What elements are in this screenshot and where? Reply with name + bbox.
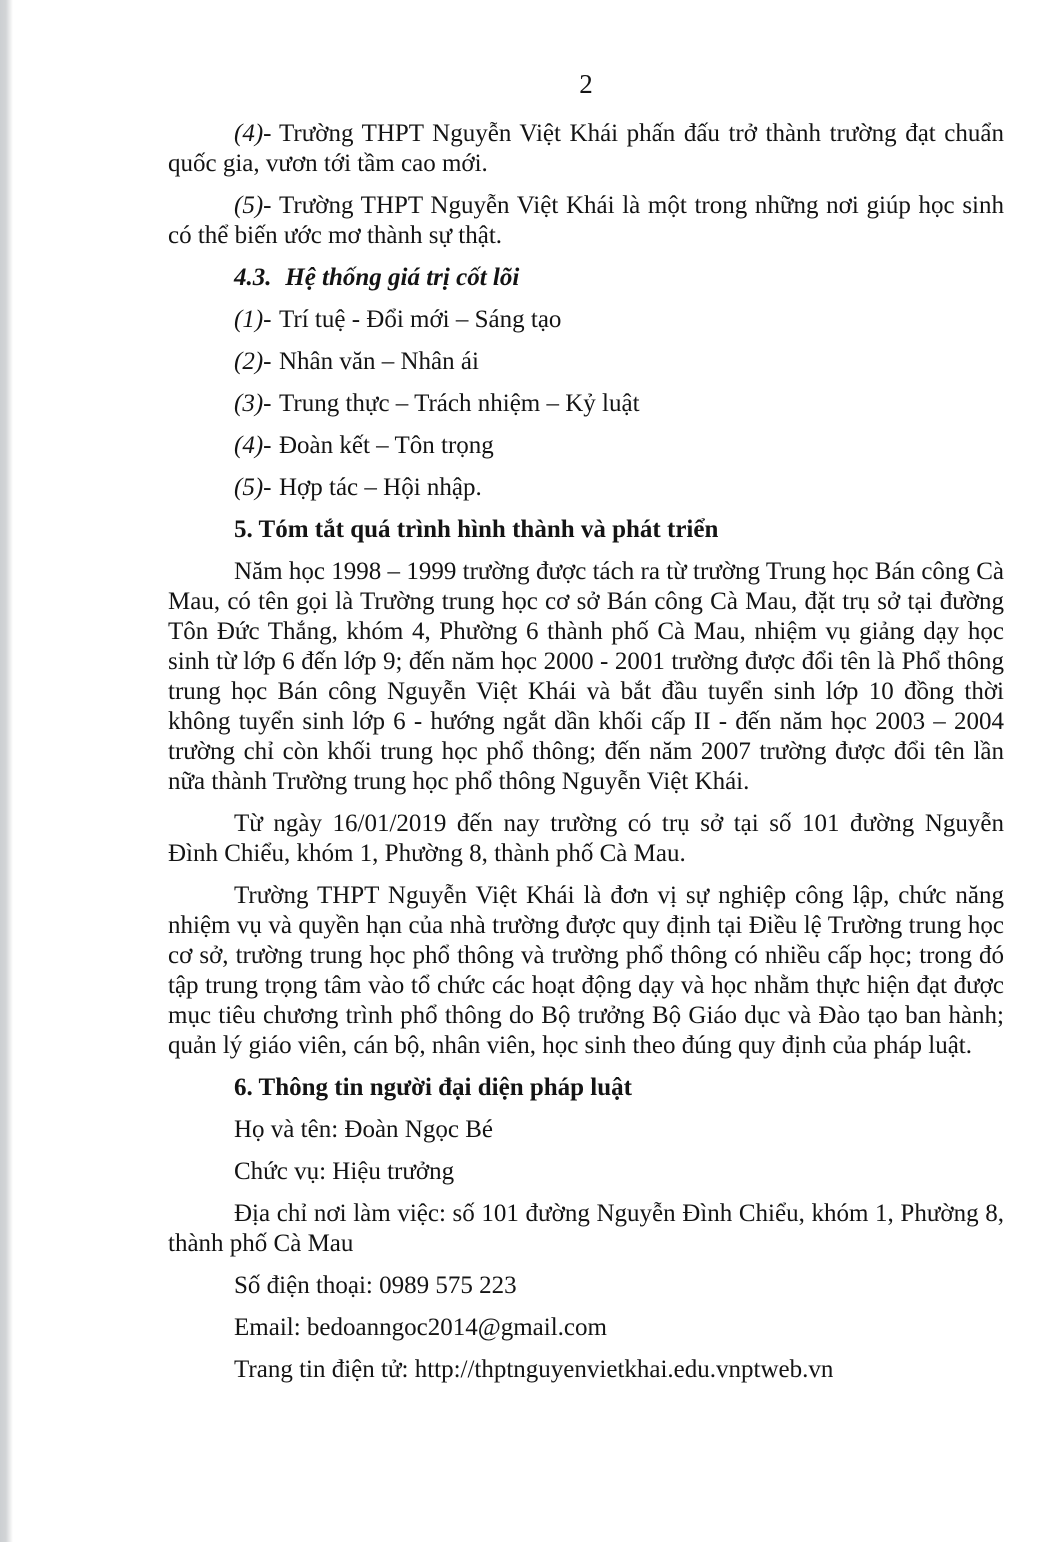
core-value-item-3 — [168, 389, 1004, 419]
history-paragraph-3: Trường THPT Nguyễn Việt Khái là đơn vị sự nghiệp công lập, chức năng nhiệm vụ và quyền hạn của nhà trường được quy định tại Điều lệ Trường trung học cơ sở, trường trung học phổ thông và trường phổ thông có nhiều cấp học; trong đó tập trung trọng tâm vào tổ chức các hoạt động dạy và học nhằm thực hiện đạt được mục tiêu chương trình phổ thông do Bộ trưởng Bộ Giáo dục và Đào tạo ban hành; quản lý giáo viên, cán bộ, nhân viên, học sinh theo đúng quy định của pháp luật. — [168, 882, 1004, 1059]
core-value-item-1-marker: (1)- — [234, 306, 272, 333]
vision-paragraph-4 — [168, 119, 1004, 179]
heading-core-values-text: Hệ thống giá trị cốt lõi — [285, 264, 520, 291]
page-content — [168, 69, 1004, 1385]
core-value-item-2-text: Nhân văn – Nhân ái — [278, 348, 479, 375]
page-number: 2 — [579, 69, 593, 99]
history-paragraph-1: Năm học 1998 – 1999 trường được tách ra từ trường Trung học Bán công Cà Mau, có tên gọi là Trường trung học cơ sở Bán công Cà Mau, đặt trụ sở tại đường Tôn Đức Thắng, khóm 4, Phường 6 thành phố Cà Mau, nhiệm vụ giảng dạy học sinh từ lớp 6 đến lớp 9; đến năm học 2000 - 2001 trường được đổi tên là Phổ thông trung học Bán công Nguyễn Việt Khái và bắt đầu tuyển sinh lớp 10 đồng thời không tuyển sinh lớp 6 - hướng ngắt dần khối cấp II - đến năm học 2003 – 2004 trường chỉ còn khối trung học phổ thông; đến năm 2007 trường được đổi tên lần nữa thành Trường trung học phổ thông Nguyễn Việt Khái. — [168, 558, 1004, 795]
core-value-item-1-text: Trí tuệ - Đổi mới – Sáng tạo — [278, 306, 562, 333]
history-paragraph-2: Từ ngày 16/01/2019 đến nay trường có trụ sở tại số 101 đường Nguyễn Đình Chiểu, khóm 1, Phường 8, thành phố Cà Mau. — [168, 810, 1004, 867]
core-value-item-5-text: Hợp tác – Hội nhập. — [278, 474, 482, 501]
vision-paragraph-5 — [168, 191, 1004, 251]
legal-rep-website: Trang tin điện tử: http://thptnguyenvietkhai.edu.vnptweb.vn — [234, 1356, 834, 1383]
core-value-item-5-marker: (5)- — [234, 474, 272, 501]
core-value-item-3-marker: (3)- — [234, 390, 272, 417]
legal-rep-position: Chức vụ: Hiệu trưởng — [234, 1158, 455, 1185]
heading-legal-representative: 6. Thông tin người đại diện pháp luật — [234, 1074, 632, 1101]
heading-core-values-number: 4.3. — [234, 264, 272, 291]
core-value-item-2-marker: (2)- — [234, 348, 272, 375]
core-value-item-2 — [168, 347, 1004, 377]
vision-paragraph-5-text: Trường THPT Nguyễn Việt Khái là một trong những nơi giúp học sinh có thể biến ước mơ thành sự thật. — [168, 192, 1004, 249]
legal-rep-name: Họ và tên: Đoàn Ngọc Bé — [234, 1116, 493, 1143]
core-value-item-1 — [168, 305, 1004, 335]
legal-rep-email: Email: bedoanngoc2014@gmail.com — [234, 1314, 607, 1341]
vision-paragraph-4-marker: (4)- — [234, 120, 272, 147]
heading-core-values — [168, 263, 1004, 293]
vision-paragraph-4-text: Trường THPT Nguyễn Việt Khái phấn đấu trở thành trường đạt chuẩn quốc gia, vươn tới tầm cao mới. — [168, 120, 1004, 177]
vision-paragraph-5-marker: (5)- — [234, 192, 272, 219]
legal-rep-phone: Số điện thoại: 0989 575 223 — [234, 1272, 517, 1299]
core-value-item-4-marker: (4)- — [234, 432, 272, 459]
legal-rep-address: Địa chỉ nơi làm việc: số 101 đường Nguyễn Đình Chiểu, khóm 1, Phường 8, thành phố Cà Mau — [168, 1200, 1004, 1257]
scanned-page-edge — [0, 0, 13, 1542]
core-value-item-4 — [168, 431, 1004, 461]
core-value-item-3-text: Trung thực – Trách nhiệm – Kỷ luật — [278, 390, 640, 417]
core-value-item-5 — [168, 473, 1004, 503]
heading-history: 5. Tóm tắt quá trình hình thành và phát triển — [234, 516, 719, 543]
core-value-item-4-text: Đoàn kết – Tôn trọng — [278, 432, 494, 459]
